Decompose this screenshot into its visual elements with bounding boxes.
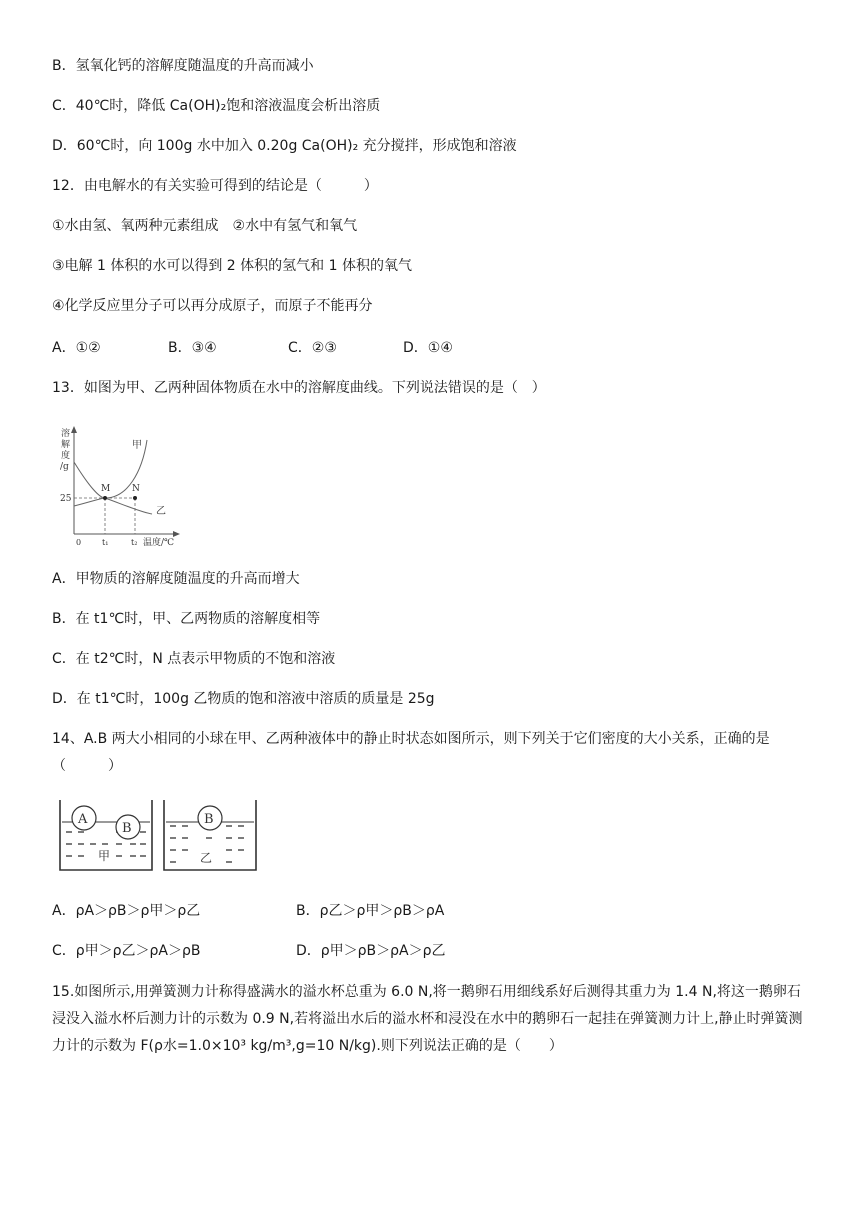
q14-stem: 14、A.B 两大小相同的小球在甲、乙两种液体中的静止时状态如图所示，则下列关于它们密度的大小关系，正确的是（ ） [52, 731, 770, 774]
curve-yi [74, 498, 152, 514]
y-axis-label-2: 解 [61, 440, 71, 450]
q14-option-a: A．ρA＞ρB＞ρ甲＞ρ乙 [52, 903, 201, 919]
q12-option-a: A．①② [52, 340, 101, 356]
origin-label: 0 [76, 538, 82, 547]
point-m-label: M [101, 484, 111, 494]
point-m [103, 496, 107, 500]
q15-stem: 15.如图所示,用弹簧测力计称得盛满水的溢水杯总重为 6.0 N,将一鹅卵石用细线系好后测得其重力为 1.4 N,将这一鹅卵石浸没入溢水杯后测力计的示数为 0.9 N,若将溢出水后的溢水杯和浸没在水中的鹅卵石一起挂在弹簧测力计上,静止时弹簧测力计的示数为 F(ρ水=1.0×10³ kg/m³,g=10 N/kg).则下列说法正确的是（ ） [52, 984, 803, 1054]
point-n-label: N [132, 484, 140, 494]
q13-option-d: D．在 t1℃时，100g 乙物质的饱和溶液中溶质的质量是 25g [52, 691, 435, 707]
q12-statement-1-2: ①水由氢、氧两种元素组成 ②水中有氢气和氧气 [52, 218, 358, 234]
ball-b-label-yi: B [204, 812, 214, 827]
q14-option-b: B．ρ乙＞ρ甲＞ρB＞ρA [296, 903, 445, 919]
q12-statement-3: ③电解 1 体积的水可以得到 2 体积的氢气和 1 体积的氧气 [52, 258, 412, 274]
density-balls-figure [56, 798, 262, 874]
q14-option-c: C．ρ甲＞ρ乙＞ρA＞ρB [52, 943, 201, 959]
q13-option-c: C．在 t2℃时，N 点表示甲物质的不饱和溶液 [52, 651, 336, 667]
q11-option-d: D．60℃时，向 100g 水中加入 0.20g Ca(OH)₂ 充分搅拌，形成饱和溶液 [52, 138, 517, 154]
q12-option-d: D．①④ [403, 340, 453, 356]
curve-yi-label: 乙 [156, 506, 166, 517]
t2-label: t₂ [131, 538, 138, 547]
liquid-yi-label: 乙 [200, 851, 213, 865]
x-axis-arrow [173, 531, 180, 537]
q13-stem: 13．如图为甲、乙两种固体物质在水中的溶解度曲线。下列说法错误的是（ ） [52, 380, 546, 396]
y-axis-arrow [71, 426, 77, 433]
q12-statement-4: ④化学反应里分子可以再分成原子，而原子不能再分 [52, 298, 373, 314]
solubility-curve-figure [52, 418, 192, 552]
liquid-jia-label: 甲 [98, 849, 111, 863]
q12-option-b: B．③④ [168, 340, 217, 356]
q12-stem: 12．由电解水的有关实验可得到的结论是（ ） [52, 178, 378, 194]
ball-b-label-jia: B [122, 821, 132, 836]
q11-option-b: B．氢氧化钙的溶解度随温度的升高而减小 [52, 58, 314, 74]
curve-jia-label: 甲 [132, 440, 142, 451]
y-axis-label-1: 溶 [61, 429, 71, 439]
y-tick-25: 25 [60, 494, 72, 504]
t1-label: t₁ [102, 538, 109, 547]
q11-option-c: C．40℃时，降低 Ca(OH)₂饱和溶液温度会析出溶质 [52, 98, 381, 114]
y-axis-label-3: 度 [61, 451, 71, 461]
q14-option-d: D．ρ甲＞ρB＞ρA＞ρ乙 [296, 943, 446, 959]
point-n [133, 496, 137, 500]
q13-option-a: A．甲物质的溶解度随温度的升高而增大 [52, 571, 300, 587]
q13-option-b: B．在 t1℃时，甲、乙两物质的溶解度相等 [52, 611, 321, 627]
y-axis-label-4: /g [60, 462, 69, 472]
x-axis-label: 温度/℃ [143, 538, 175, 548]
q12-option-c: C．②③ [288, 340, 337, 356]
ball-a-label: A [78, 812, 88, 827]
